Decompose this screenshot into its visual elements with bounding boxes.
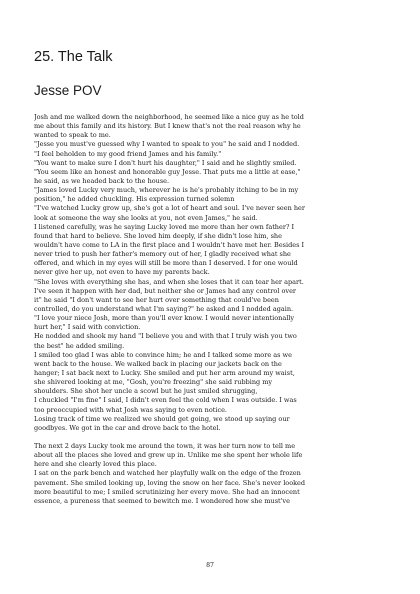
text-line: more beautiful to me; I smiled scrutinizing her every move. She had an innocent: [34, 487, 300, 496]
text-line: wanted to speak to me.: [34, 131, 111, 140]
paragraph-gap: [34, 433, 390, 442]
text-line: hurt her," I said with conviction.: [34, 323, 141, 332]
text-line: controlled, do you understand what I'm saying?" he asked and I nodded again.: [34, 304, 294, 313]
text-line: "She loves with everything she has, and when she loses that it can tear her apart.: [34, 277, 304, 286]
text-line: I sat on the park bench and watched her playfully walk on the edge of the frozen: [34, 469, 301, 478]
text-line: he said, as we headed back to the house.: [34, 176, 170, 185]
text-line: Losing track of time we realized we should get going, we stood up saying our: [34, 414, 290, 423]
text-line: pavement. She smiled looking up, loving the snow on her face. She's never looked: [34, 478, 306, 487]
text-line: essence, a pureness that seemed to bewitch me. I wondered how she must've: [34, 496, 290, 505]
text-line: "You seem like an honest and honorable guy Jesse. That puts me a little at ease,": [34, 167, 301, 176]
text-line: too preoccupied with what Josh was saying to even notice.: [34, 405, 228, 414]
text-line: it" he said "I don't want to see her hurt over something that could've been: [34, 295, 279, 304]
text-line: The next 2 days Lucky took me around the town, it was her turn now to tell me: [34, 442, 296, 451]
chapter-title: 25. The Talk: [34, 49, 113, 65]
text-line: found that hard to believe. She loved him deeply, if she didn't lose him, she: [34, 231, 282, 240]
text-line: "I've watched Lucky grow up, she's got a lot of heart and soul. I've never seen her: [34, 204, 306, 213]
pov-heading: Jesse POV: [34, 83, 102, 98]
text-line: she shivered looking at me, "Gosh, you're freezing" she said rubbing my: [34, 378, 273, 387]
text-line: offered, and which in my eyes will still be more than I deserved. I for one would: [34, 259, 298, 268]
text-line: position," he added chuckling. His expression turned solemn: [34, 195, 235, 204]
text-line: "You want to make sure I don't hurt his daughter," I said and he slightly smiled.: [34, 158, 297, 167]
text-line: here and she clearly loved this place.: [34, 460, 157, 469]
text-line: "I love your niece Josh, more than you'll ever know. I would never intentionally: [34, 314, 295, 323]
body-text: [34, 113, 390, 506]
text-line: I chuckled "I'm fine" I said, I didn't even feel the cold when I was outside. I was: [34, 396, 297, 405]
text-line: look at someone the way she looks at you, not even James," he said.: [34, 213, 258, 222]
text-line: "I feel beholden to my good friend James and his family.": [34, 149, 222, 158]
text-line: He nodded and shook my hand "I believe you and with that I truly wish you two: [34, 332, 297, 341]
text-line: never tried to push her father's memory out of her, I gladly received what she: [34, 250, 291, 259]
text-line: I smiled too glad I was able to convince him; he and I talked some more as we: [34, 350, 292, 359]
text-line: hanger; I sat back next to Lucky. She smiled and put her arm around my waist,: [34, 368, 295, 377]
paragraph: [34, 442, 390, 506]
text-line: I've seen it happen with her dad, but neither she or James had any control over: [34, 286, 297, 295]
text-line: goodbyes. We got in the car and drove back to the hotel.: [34, 423, 221, 432]
text-line: wouldn't have come to LA in the first place and I wouldn't have met her. Besides I: [34, 240, 305, 249]
text-line: "Jesse you must've guessed why I wanted to speak to you" he said and I nodded.: [34, 140, 300, 149]
text-line: about all the places she loved and grew up in. Unlike me she spent her whole life: [34, 451, 303, 460]
text-line: me about this family and its history. But I knew that's not the real reason why he: [34, 122, 301, 131]
text-line: Josh and me walked down the neighborhood, he seemed like a nice guy as he told: [34, 113, 304, 121]
text-line: the best" he added smiling.: [34, 341, 125, 350]
text-line: went back to the house. We walked back in placing our jackets back on the: [34, 359, 282, 368]
text-line: never give her up, not even to have my parents back.: [34, 268, 210, 277]
page-number: 87: [206, 562, 214, 569]
text-line: shoulders. She shot her uncle a scowl but he just smiled shrugging,: [34, 387, 258, 396]
paragraph: [34, 113, 390, 433]
text-line: I listened carefully, was he saying Lucky loved me more than her own father? I: [34, 222, 295, 231]
text-line: "James loved Lucky very much, wherever he is he's probably itching to be in my: [34, 186, 299, 195]
